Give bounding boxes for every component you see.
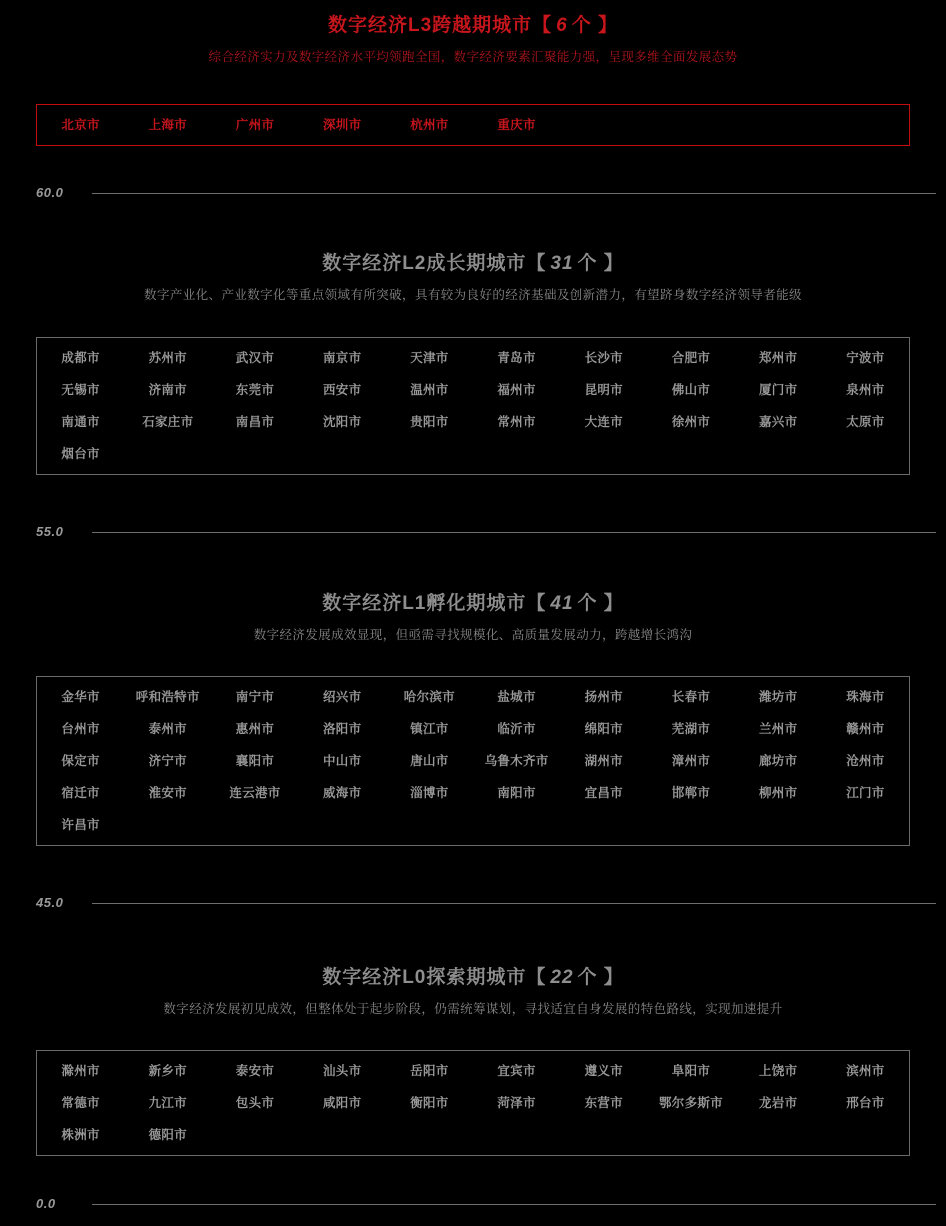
city-item[interactable]: 苏州市 xyxy=(148,351,187,365)
tier-l2-title-prefix: 数字经济L2成长期城市【 xyxy=(322,253,547,274)
city-item[interactable]: 漳州市 xyxy=(671,754,711,768)
tier-l3-subtitle: 综合经济实力及数字经济水平均领跑全国，数字经济要素汇聚能力强，呈现多维全面发展态势 xyxy=(208,50,738,64)
city-item[interactable]: 许昌市 xyxy=(61,818,100,832)
city-item[interactable]: 威海市 xyxy=(322,786,362,800)
city-item[interactable]: 株洲市 xyxy=(61,1128,100,1142)
city-item[interactable]: 常州市 xyxy=(497,415,536,429)
city-item[interactable]: 武汉市 xyxy=(235,351,275,365)
city-item[interactable]: 金华市 xyxy=(61,690,100,704)
city-item[interactable]: 大连市 xyxy=(584,415,623,429)
city-item[interactable]: 汕头市 xyxy=(322,1064,362,1078)
city-item[interactable]: 南阳市 xyxy=(497,786,536,800)
tier-l0 xyxy=(0,962,946,1017)
city-item[interactable]: 石家庄市 xyxy=(142,415,194,429)
city-item[interactable]: 重庆市 xyxy=(497,118,536,132)
city-item[interactable]: 青岛市 xyxy=(497,351,536,365)
city-item[interactable]: 温州市 xyxy=(410,383,449,397)
city-item[interactable]: 常德市 xyxy=(61,1096,100,1110)
tier-l3-city-grid xyxy=(37,115,909,135)
city-item[interactable]: 淄博市 xyxy=(410,786,449,800)
city-item[interactable]: 贵阳市 xyxy=(410,415,449,429)
tier-l3-title-prefix: 数字经济L3跨越期城市【 xyxy=(327,15,553,36)
axis-45-rule xyxy=(92,903,936,904)
tier-l1-subtitle: 数字经济发展成效显现，但亟需寻找规模化、高质量发展动力，跨越增长鸿沟 xyxy=(253,628,693,642)
axis-0 xyxy=(0,1196,946,1212)
city-item[interactable]: 南通市 xyxy=(61,415,100,429)
tier-l1 xyxy=(0,588,946,643)
axis-45-label: 45.0 xyxy=(36,895,64,910)
city-item[interactable]: 沧州市 xyxy=(846,754,885,768)
city-item[interactable]: 菏泽市 xyxy=(497,1096,536,1110)
city-item[interactable]: 邯郸市 xyxy=(671,786,711,800)
city-item[interactable]: 沈阳市 xyxy=(322,415,362,429)
city-item[interactable]: 宁波市 xyxy=(846,351,885,365)
city-item[interactable]: 福州市 xyxy=(497,383,536,397)
axis-60-rule xyxy=(92,193,936,194)
city-item[interactable]: 岳阳市 xyxy=(410,1064,449,1078)
tier-l0-city-box xyxy=(36,1050,910,1156)
city-item[interactable]: 临沂市 xyxy=(497,722,536,736)
city-item[interactable]: 泰安市 xyxy=(235,1064,275,1078)
city-item[interactable]: 遵义市 xyxy=(584,1064,623,1078)
city-item[interactable]: 泉州市 xyxy=(846,383,885,397)
city-item[interactable]: 太原市 xyxy=(846,415,885,429)
tier-l0-city-grid xyxy=(37,1061,909,1145)
axis-55 xyxy=(0,524,946,540)
tier-l1-city-box xyxy=(36,676,910,846)
city-item[interactable]: 佛山市 xyxy=(671,383,711,397)
city-item[interactable]: 呼和浩特市 xyxy=(135,690,200,704)
tier-l1-title-prefix: 数字经济L1孵化期城市【 xyxy=(322,593,547,614)
city-item[interactable]: 保定市 xyxy=(61,754,100,768)
city-item[interactable]: 珠海市 xyxy=(846,690,885,704)
city-item[interactable]: 西安市 xyxy=(322,383,362,397)
tier-l0-title-suffix: 个 】 xyxy=(577,967,624,988)
city-item[interactable]: 宜昌市 xyxy=(584,786,623,800)
city-item[interactable]: 廊坊市 xyxy=(758,754,798,768)
city-item[interactable]: 济宁市 xyxy=(148,754,187,768)
city-item[interactable]: 德阳市 xyxy=(148,1128,187,1142)
city-item[interactable]: 乌鲁木齐市 xyxy=(484,754,549,768)
city-item[interactable]: 北京市 xyxy=(61,118,100,132)
city-item[interactable]: 杭州市 xyxy=(410,118,449,132)
city-item[interactable]: 嘉兴市 xyxy=(758,415,798,429)
city-item[interactable]: 合肥市 xyxy=(671,351,711,365)
tier-l3-count: 6 xyxy=(556,15,568,36)
city-item[interactable]: 包头市 xyxy=(235,1096,275,1110)
city-item[interactable]: 宿迁市 xyxy=(61,786,100,800)
tier-l3-title-suffix: 个 】 xyxy=(571,15,619,36)
tier-l3-title xyxy=(0,10,946,37)
city-item[interactable]: 襄阳市 xyxy=(235,754,275,768)
city-item[interactable]: 咸阳市 xyxy=(322,1096,362,1110)
city-item[interactable]: 绍兴市 xyxy=(322,690,362,704)
city-item[interactable]: 湖州市 xyxy=(584,754,623,768)
city-item[interactable]: 扬州市 xyxy=(584,690,623,704)
city-item[interactable]: 南昌市 xyxy=(235,415,275,429)
axis-0-rule xyxy=(92,1204,936,1205)
tier-l2-title-suffix: 个 】 xyxy=(577,253,624,274)
city-item[interactable]: 郑州市 xyxy=(758,351,798,365)
city-item[interactable]: 长春市 xyxy=(671,690,711,704)
tier-l2-count: 31 xyxy=(550,253,574,274)
city-item[interactable]: 赣州市 xyxy=(846,722,885,736)
tier-l2 xyxy=(0,248,946,303)
city-item[interactable]: 鄂尔多斯市 xyxy=(658,1096,723,1110)
city-item[interactable]: 烟台市 xyxy=(61,447,100,461)
city-item[interactable]: 滁州市 xyxy=(61,1064,100,1078)
city-item[interactable]: 无锡市 xyxy=(61,383,100,397)
city-item[interactable]: 惠州市 xyxy=(235,722,275,736)
tier-l2-city-grid xyxy=(37,348,909,464)
city-item[interactable]: 徐州市 xyxy=(671,415,711,429)
axis-60-label: 60.0 xyxy=(36,185,64,200)
city-item[interactable]: 深圳市 xyxy=(322,118,362,132)
axis-55-rule xyxy=(92,532,936,533)
tier-l1-city-grid xyxy=(37,687,909,835)
tier-l0-subtitle: 数字经济发展初见成效，但整体处于起步阶段，仍需统筹谋划，寻找适宜自身发展的特色路线，实现加速提升 xyxy=(163,1002,783,1016)
tier-l3-city-box xyxy=(36,104,910,146)
city-item[interactable]: 江门市 xyxy=(846,786,885,800)
city-item[interactable]: 绵阳市 xyxy=(584,722,623,736)
tier-l1-title-suffix: 个 】 xyxy=(577,593,624,614)
city-item[interactable]: 龙岩市 xyxy=(758,1096,798,1110)
city-item[interactable]: 盐城市 xyxy=(497,690,536,704)
tier-l1-title xyxy=(0,588,946,615)
axis-60 xyxy=(0,185,946,201)
city-item[interactable]: 镇江市 xyxy=(410,722,449,736)
city-item[interactable]: 滨州市 xyxy=(846,1064,885,1078)
city-item[interactable]: 连云港市 xyxy=(229,786,281,800)
city-item[interactable]: 昆明市 xyxy=(584,383,623,397)
city-item[interactable]: 柳州市 xyxy=(758,786,798,800)
city-item[interactable]: 上饶市 xyxy=(758,1064,798,1078)
city-item[interactable]: 芜湖市 xyxy=(671,722,711,736)
city-item[interactable]: 厦门市 xyxy=(758,383,798,397)
city-item[interactable]: 哈尔滨市 xyxy=(403,690,455,704)
city-item[interactable]: 洛阳市 xyxy=(322,722,362,736)
tier-l0-title-prefix: 数字经济L0探索期城市【 xyxy=(322,967,547,988)
city-item[interactable]: 济南市 xyxy=(148,383,187,397)
city-item[interactable]: 广州市 xyxy=(235,118,275,132)
tier-l2-city-box xyxy=(36,337,910,475)
city-item[interactable]: 九江市 xyxy=(148,1096,187,1110)
city-item[interactable]: 唐山市 xyxy=(410,754,449,768)
city-item[interactable]: 台州市 xyxy=(61,722,100,736)
city-item[interactable]: 阜阳市 xyxy=(671,1064,711,1078)
city-item[interactable]: 兰州市 xyxy=(758,722,798,736)
tier-l0-count: 22 xyxy=(550,967,574,988)
city-item[interactable]: 泰州市 xyxy=(148,722,187,736)
city-item[interactable]: 上海市 xyxy=(148,118,187,132)
city-item[interactable]: 潍坊市 xyxy=(758,690,798,704)
city-item[interactable]: 天津市 xyxy=(410,351,449,365)
city-item[interactable]: 南宁市 xyxy=(235,690,275,704)
tier-l2-title xyxy=(0,248,946,275)
tier-l0-title xyxy=(0,962,946,989)
city-item[interactable]: 南京市 xyxy=(322,351,362,365)
city-item[interactable]: 东莞市 xyxy=(235,383,275,397)
tier-l3 xyxy=(0,10,946,65)
city-item[interactable]: 淮安市 xyxy=(148,786,187,800)
tier-l1-count: 41 xyxy=(550,593,574,614)
axis-45 xyxy=(0,895,946,911)
axis-55-label: 55.0 xyxy=(36,524,64,539)
city-item[interactable]: 新乡市 xyxy=(148,1064,187,1078)
city-item[interactable]: 邢台市 xyxy=(846,1096,885,1110)
axis-0-label: 0.0 xyxy=(36,1196,56,1211)
city-item[interactable]: 长沙市 xyxy=(584,351,623,365)
city-item[interactable]: 中山市 xyxy=(322,754,362,768)
city-item[interactable]: 成都市 xyxy=(61,351,100,365)
city-item[interactable]: 宜宾市 xyxy=(497,1064,536,1078)
city-item[interactable]: 东营市 xyxy=(584,1096,623,1110)
tier-l2-subtitle: 数字产业化、产业数字化等重点领域有所突破，具有较为良好的经济基础及创新潜力，有望跻身数字经济领导者能级 xyxy=(144,288,802,302)
city-item[interactable]: 衡阳市 xyxy=(410,1096,449,1110)
